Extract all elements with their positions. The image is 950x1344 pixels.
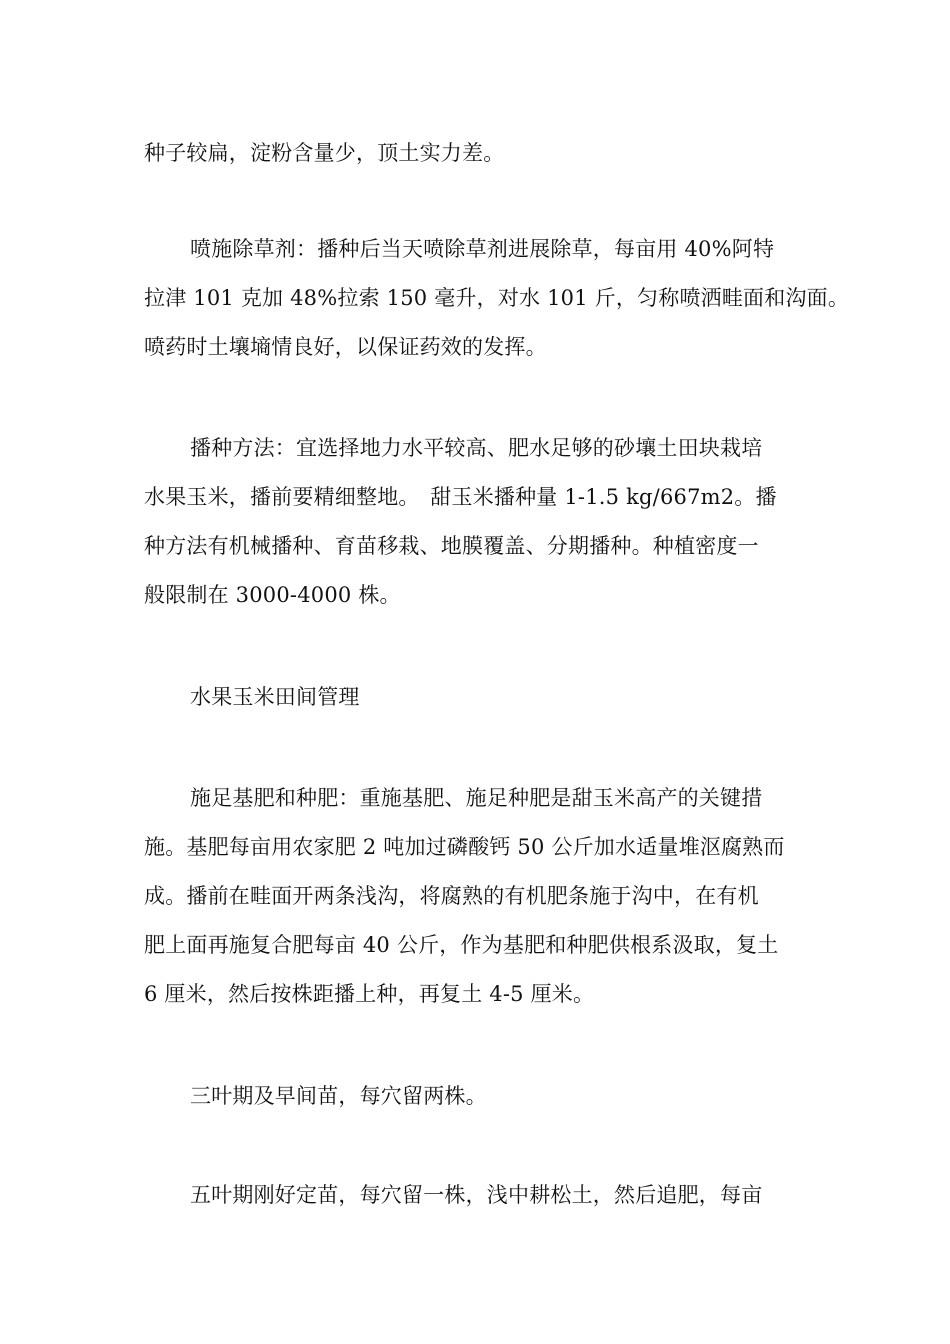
text-line: 拉津 101 克加 48%拉索 150 毫升，对水 101 斤，匀称喷洒畦面和沟面。 [144,286,850,310]
text-line: 五叶期刚好定苗，每穴留一株，浅中耕松土，然后追肥，每亩 [190,1183,763,1207]
text-line: 般限制在 3000-4000 株。 [144,583,401,607]
text-line: 施。基肥每亩用农家肥 2 吨加过磷酸钙 50 公斤加水适量堆沤腐熟而 [144,835,785,859]
text-line: 施足基肥和种肥：重施基肥、施足种肥是甜玉米高产的关键措 [190,786,763,810]
text-line: 6 厘米，然后按株距播上种，再复土 4-5 厘米。 [144,982,595,1006]
text-line: 种子较扁，淀粉含量少，顶土实力差。 [144,141,505,165]
paragraph-sowing-method [144,424,824,620]
text-line: 水果玉米，播前要精细整地。 甜玉米播种量 1-1.5 kg/667m2。播 [144,485,777,509]
paragraph-fertilizer [144,774,824,1019]
paragraph-seed-description [144,129,824,178]
paragraph-three-leaf-stage [144,1072,824,1121]
paragraph-herbicide [144,225,850,372]
text-line: 水果玉米田间管理 [190,685,360,709]
text-line: 喷药时土壤墒情良好，以保证药效的发挥。 [144,335,547,359]
section-heading-field-management [144,673,824,722]
text-line: 肥上面再施复合肥每亩 40 公斤，作为基肥和种肥供根系汲取，复土 [144,933,779,957]
paragraph-five-leaf-stage [144,1171,824,1220]
text-line: 三叶期及早间苗，每穴留两株。 [190,1084,487,1108]
text-line: 成。播前在畦面开两条浅沟，将腐熟的有机肥条施于沟中，在有机 [144,884,759,908]
text-line: 种方法有机械播种、育苗移栽、地膜覆盖、分期播种。种植密度一 [144,534,759,558]
text-line: 播种方法：宜选择地力水平较高、肥水足够的砂壤土田块栽培 [190,436,763,460]
text-line: 喷施除草剂：播种后当天喷除草剂进展除草，每亩用 40%阿特 [190,237,775,261]
